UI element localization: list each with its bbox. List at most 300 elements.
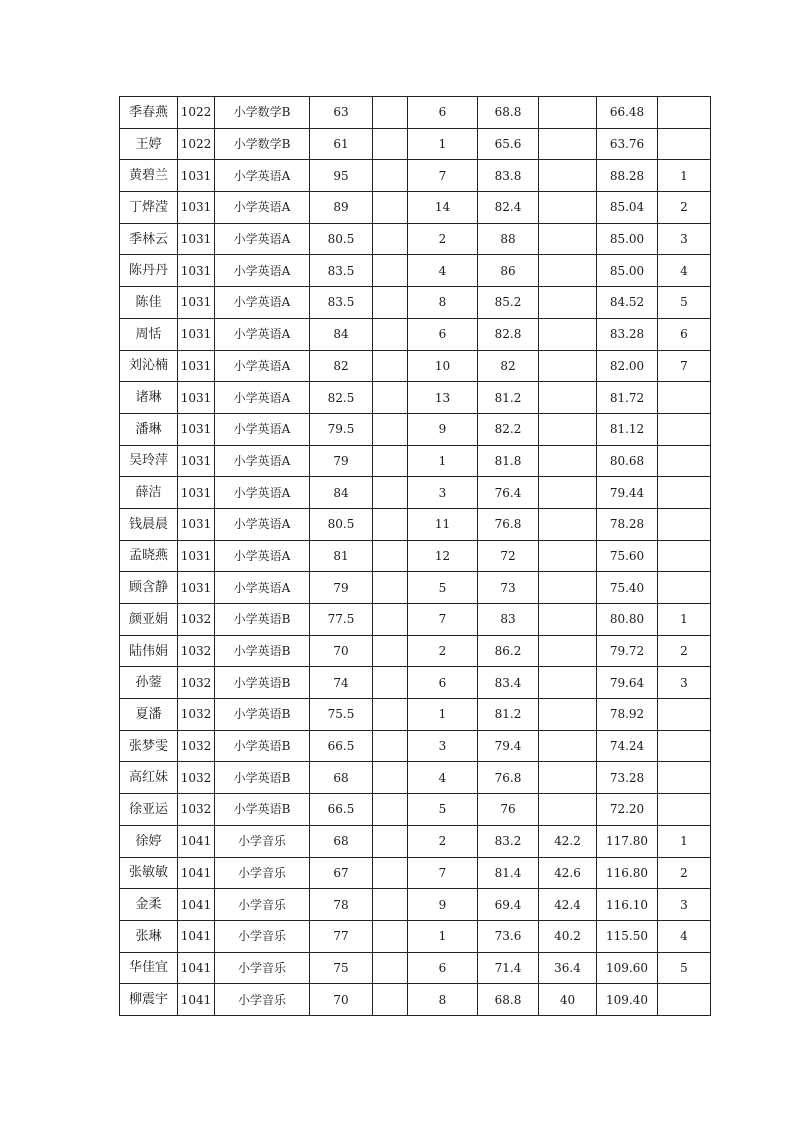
col-blank-cell [373,128,408,160]
table-row [120,477,711,509]
subject-cell: 小学英语B [215,762,310,794]
table-row [120,508,711,540]
written-score-cell: 79 [310,572,373,604]
skill-score-cell: 40.2 [539,920,597,952]
table-row [120,667,711,699]
subject-cell: 小学英语A [215,508,310,540]
total-score-cell: 73.28 [597,762,658,794]
table-row [120,984,711,1016]
interview-score-cell: 69.4 [478,889,539,921]
name-cell: 金柔 [120,889,178,921]
total-score-cell: 81.72 [597,382,658,414]
subject-cell: 小学数学B [215,97,310,129]
post-code-cell: 1032 [178,604,215,636]
written-score-cell: 82.5 [310,382,373,414]
written-score-cell: 89 [310,192,373,224]
total-score-cell: 109.40 [597,984,658,1016]
col-blank-cell [373,857,408,889]
rank-cell [658,572,711,604]
table-row [120,192,711,224]
draw-number-cell: 8 [408,984,478,1016]
written-score-cell: 67 [310,857,373,889]
subject-cell: 小学英语B [215,730,310,762]
rank-cell [658,382,711,414]
skill-score-cell [539,128,597,160]
skill-score-cell [539,477,597,509]
interview-score-cell: 86 [478,255,539,287]
total-score-cell: 81.12 [597,413,658,445]
subject-cell: 小学英语A [215,540,310,572]
table-row [120,762,711,794]
written-score-cell: 84 [310,477,373,509]
total-score-cell: 116.10 [597,889,658,921]
col-blank-cell [373,572,408,604]
post-code-cell: 1032 [178,794,215,826]
name-cell: 徐亚运 [120,794,178,826]
written-score-cell: 70 [310,635,373,667]
table-row [120,128,711,160]
post-code-cell: 1032 [178,635,215,667]
rank-cell: 3 [658,667,711,699]
skill-score-cell [539,350,597,382]
interview-score-cell: 81.2 [478,699,539,731]
skill-score-cell [539,318,597,350]
subject-cell: 小学英语A [215,192,310,224]
skill-score-cell [539,604,597,636]
subject-cell: 小学音乐 [215,920,310,952]
rank-cell [658,97,711,129]
draw-number-cell: 4 [408,255,478,287]
rank-cell: 5 [658,952,711,984]
draw-number-cell: 7 [408,160,478,192]
name-cell: 王婷 [120,128,178,160]
post-code-cell: 1022 [178,97,215,129]
post-code-cell: 1041 [178,889,215,921]
total-score-cell: 117.80 [597,825,658,857]
col-blank-cell [373,762,408,794]
name-cell: 顾含静 [120,572,178,604]
table-row [120,699,711,731]
skill-score-cell [539,413,597,445]
subject-cell: 小学数学B [215,128,310,160]
skill-score-cell: 42.4 [539,889,597,921]
table-row [120,825,711,857]
name-cell: 陈佳 [120,287,178,319]
interview-score-cell: 81.4 [478,857,539,889]
post-code-cell: 1031 [178,540,215,572]
name-cell: 华佳宜 [120,952,178,984]
name-cell: 柳震宇 [120,984,178,1016]
interview-score-cell: 73 [478,572,539,604]
table-row [120,223,711,255]
col-blank-cell [373,794,408,826]
written-score-cell: 68 [310,762,373,794]
col-blank-cell [373,287,408,319]
subject-cell: 小学英语B [215,635,310,667]
table-row [120,889,711,921]
skill-score-cell [539,730,597,762]
table-row [120,635,711,667]
written-score-cell: 83.5 [310,287,373,319]
table-row [120,604,711,636]
table-row [120,318,711,350]
interview-score-cell: 86.2 [478,635,539,667]
interview-score-cell: 81.2 [478,382,539,414]
written-score-cell: 95 [310,160,373,192]
col-blank-cell [373,255,408,287]
draw-number-cell: 1 [408,699,478,731]
post-code-cell: 1031 [178,223,215,255]
col-blank-cell [373,825,408,857]
subject-cell: 小学音乐 [215,825,310,857]
interview-score-cell: 82.4 [478,192,539,224]
written-score-cell: 66.5 [310,730,373,762]
total-score-cell: 85.00 [597,255,658,287]
table-row [120,572,711,604]
post-code-cell: 1031 [178,445,215,477]
written-score-cell: 75 [310,952,373,984]
skill-score-cell [539,508,597,540]
skill-score-cell [539,382,597,414]
written-score-cell: 79 [310,445,373,477]
col-blank-cell [373,97,408,129]
skill-score-cell [539,445,597,477]
draw-number-cell: 6 [408,667,478,699]
col-blank-cell [373,192,408,224]
interview-score-cell: 73.6 [478,920,539,952]
written-score-cell: 80.5 [310,508,373,540]
subject-cell: 小学英语A [215,413,310,445]
table-row [120,952,711,984]
written-score-cell: 78 [310,889,373,921]
post-code-cell: 1032 [178,730,215,762]
total-score-cell: 75.60 [597,540,658,572]
name-cell: 丁烨滢 [120,192,178,224]
skill-score-cell [539,667,597,699]
total-score-cell: 72.20 [597,794,658,826]
interview-score-cell: 82.2 [478,413,539,445]
written-score-cell: 80.5 [310,223,373,255]
rank-cell [658,413,711,445]
subject-cell: 小学英语A [215,477,310,509]
name-cell: 诸琳 [120,382,178,414]
written-score-cell: 83.5 [310,255,373,287]
post-code-cell: 1041 [178,857,215,889]
interview-score-cell: 72 [478,540,539,572]
written-score-cell: 77 [310,920,373,952]
total-score-cell: 85.00 [597,223,658,255]
post-code-cell: 1031 [178,413,215,445]
total-score-cell: 78.28 [597,508,658,540]
name-cell: 张梦雯 [120,730,178,762]
rank-cell [658,984,711,1016]
total-score-cell: 116.80 [597,857,658,889]
rank-cell [658,762,711,794]
name-cell: 钱晨晨 [120,508,178,540]
skill-score-cell [539,255,597,287]
subject-cell: 小学英语A [215,223,310,255]
subject-cell: 小学英语A [215,287,310,319]
col-blank-cell [373,350,408,382]
post-code-cell: 1041 [178,920,215,952]
draw-number-cell: 7 [408,857,478,889]
rank-cell: 7 [658,350,711,382]
total-score-cell: 85.04 [597,192,658,224]
interview-score-cell: 81.8 [478,445,539,477]
total-score-cell: 66.48 [597,97,658,129]
subject-cell: 小学英语A [215,382,310,414]
post-code-cell: 1041 [178,984,215,1016]
table-row [120,730,711,762]
total-score-cell: 88.28 [597,160,658,192]
col-blank-cell [373,445,408,477]
name-cell: 张琳 [120,920,178,952]
col-blank-cell [373,889,408,921]
written-score-cell: 75.5 [310,699,373,731]
written-score-cell: 70 [310,984,373,1016]
rank-cell: 1 [658,604,711,636]
draw-number-cell: 2 [408,825,478,857]
rank-cell: 6 [658,318,711,350]
draw-number-cell: 6 [408,97,478,129]
interview-score-cell: 79.4 [478,730,539,762]
written-score-cell: 68 [310,825,373,857]
subject-cell: 小学音乐 [215,857,310,889]
post-code-cell: 1022 [178,128,215,160]
col-blank-cell [373,635,408,667]
subject-cell: 小学音乐 [215,889,310,921]
skill-score-cell [539,223,597,255]
interview-score-cell: 76.8 [478,508,539,540]
post-code-cell: 1031 [178,477,215,509]
total-score-cell: 74.24 [597,730,658,762]
rank-cell: 1 [658,160,711,192]
col-blank-cell [373,223,408,255]
col-blank-cell [373,604,408,636]
skill-score-cell [539,192,597,224]
rank-cell [658,445,711,477]
interview-score-cell: 83.8 [478,160,539,192]
subject-cell: 小学英语B [215,699,310,731]
post-code-cell: 1031 [178,572,215,604]
draw-number-cell: 5 [408,572,478,604]
name-cell: 潘琳 [120,413,178,445]
subject-cell: 小学音乐 [215,984,310,1016]
total-score-cell: 83.28 [597,318,658,350]
post-code-cell: 1032 [178,667,215,699]
written-score-cell: 61 [310,128,373,160]
draw-number-cell: 1 [408,128,478,160]
draw-number-cell: 13 [408,382,478,414]
skill-score-cell [539,699,597,731]
col-blank-cell [373,667,408,699]
name-cell: 夏潘 [120,699,178,731]
table-row [120,160,711,192]
written-score-cell: 74 [310,667,373,699]
table-row [120,857,711,889]
skill-score-cell [539,635,597,667]
draw-number-cell: 3 [408,477,478,509]
name-cell: 颜亚娟 [120,604,178,636]
post-code-cell: 1031 [178,160,215,192]
rank-cell [658,477,711,509]
table-row [120,540,711,572]
post-code-cell: 1041 [178,825,215,857]
name-cell: 孙蓥 [120,667,178,699]
rank-cell: 3 [658,223,711,255]
col-blank-cell [373,382,408,414]
interview-score-cell: 83.2 [478,825,539,857]
rank-cell: 4 [658,255,711,287]
total-score-cell: 82.00 [597,350,658,382]
written-score-cell: 82 [310,350,373,382]
subject-cell: 小学英语B [215,604,310,636]
rank-cell: 1 [658,825,711,857]
written-score-cell: 81 [310,540,373,572]
rank-cell: 2 [658,857,711,889]
total-score-cell: 78.92 [597,699,658,731]
post-code-cell: 1031 [178,255,215,287]
skill-score-cell [539,97,597,129]
draw-number-cell: 1 [408,920,478,952]
table-row [120,255,711,287]
subject-cell: 小学英语A [215,445,310,477]
score-table [119,96,711,1016]
name-cell: 陈丹丹 [120,255,178,287]
table-row [120,794,711,826]
written-score-cell: 66.5 [310,794,373,826]
table-body [120,97,711,1016]
table-row [120,382,711,414]
total-score-cell: 115.50 [597,920,658,952]
name-cell: 周恬 [120,318,178,350]
rank-cell [658,699,711,731]
rank-cell [658,128,711,160]
interview-score-cell: 83 [478,604,539,636]
post-code-cell: 1041 [178,952,215,984]
col-blank-cell [373,730,408,762]
subject-cell: 小学英语A [215,572,310,604]
draw-number-cell: 6 [408,952,478,984]
table-row [120,920,711,952]
written-score-cell: 79.5 [310,413,373,445]
rank-cell: 4 [658,920,711,952]
draw-number-cell: 2 [408,223,478,255]
table-row [120,413,711,445]
skill-score-cell [539,572,597,604]
total-score-cell: 75.40 [597,572,658,604]
name-cell: 张敏敏 [120,857,178,889]
draw-number-cell: 6 [408,318,478,350]
interview-score-cell: 68.8 [478,97,539,129]
subject-cell: 小学英语A [215,350,310,382]
rank-cell: 3 [658,889,711,921]
col-blank-cell [373,413,408,445]
interview-score-cell: 82.8 [478,318,539,350]
skill-score-cell: 42.2 [539,825,597,857]
total-score-cell: 63.76 [597,128,658,160]
name-cell: 吴玲萍 [120,445,178,477]
draw-number-cell: 11 [408,508,478,540]
written-score-cell: 63 [310,97,373,129]
total-score-cell: 79.44 [597,477,658,509]
subject-cell: 小学英语B [215,667,310,699]
draw-number-cell: 5 [408,794,478,826]
interview-score-cell: 76.4 [478,477,539,509]
interview-score-cell: 76.8 [478,762,539,794]
interview-score-cell: 85.2 [478,287,539,319]
col-blank-cell [373,699,408,731]
written-score-cell: 77.5 [310,604,373,636]
table-row [120,350,711,382]
skill-score-cell: 42.6 [539,857,597,889]
col-blank-cell [373,984,408,1016]
col-blank-cell [373,477,408,509]
name-cell: 孟晓燕 [120,540,178,572]
draw-number-cell: 10 [408,350,478,382]
draw-number-cell: 3 [408,730,478,762]
skill-score-cell: 36.4 [539,952,597,984]
subject-cell: 小学英语A [215,160,310,192]
col-blank-cell [373,920,408,952]
skill-score-cell [539,540,597,572]
name-cell: 刘沁楠 [120,350,178,382]
post-code-cell: 1031 [178,508,215,540]
table-row [120,445,711,477]
name-cell: 徐婷 [120,825,178,857]
total-score-cell: 79.72 [597,635,658,667]
subject-cell: 小学英语A [215,318,310,350]
interview-score-cell: 82 [478,350,539,382]
post-code-cell: 1032 [178,699,215,731]
table-row [120,97,711,129]
interview-score-cell: 71.4 [478,952,539,984]
total-score-cell: 79.64 [597,667,658,699]
written-score-cell: 84 [310,318,373,350]
post-code-cell: 1031 [178,318,215,350]
draw-number-cell: 14 [408,192,478,224]
skill-score-cell: 40 [539,984,597,1016]
draw-number-cell: 12 [408,540,478,572]
skill-score-cell [539,762,597,794]
interview-score-cell: 65.6 [478,128,539,160]
name-cell: 高红妹 [120,762,178,794]
interview-score-cell: 76 [478,794,539,826]
rank-cell [658,730,711,762]
post-code-cell: 1032 [178,762,215,794]
interview-score-cell: 83.4 [478,667,539,699]
rank-cell [658,794,711,826]
draw-number-cell: 1 [408,445,478,477]
total-score-cell: 109.60 [597,952,658,984]
draw-number-cell: 9 [408,889,478,921]
col-blank-cell [373,952,408,984]
col-blank-cell [373,508,408,540]
interview-score-cell: 88 [478,223,539,255]
name-cell: 薛洁 [120,477,178,509]
total-score-cell: 84.52 [597,287,658,319]
rank-cell [658,540,711,572]
table-row [120,287,711,319]
interview-score-cell: 68.8 [478,984,539,1016]
name-cell: 季林云 [120,223,178,255]
col-blank-cell [373,540,408,572]
subject-cell: 小学音乐 [215,952,310,984]
post-code-cell: 1031 [178,287,215,319]
draw-number-cell: 2 [408,635,478,667]
post-code-cell: 1031 [178,192,215,224]
name-cell: 季春燕 [120,97,178,129]
